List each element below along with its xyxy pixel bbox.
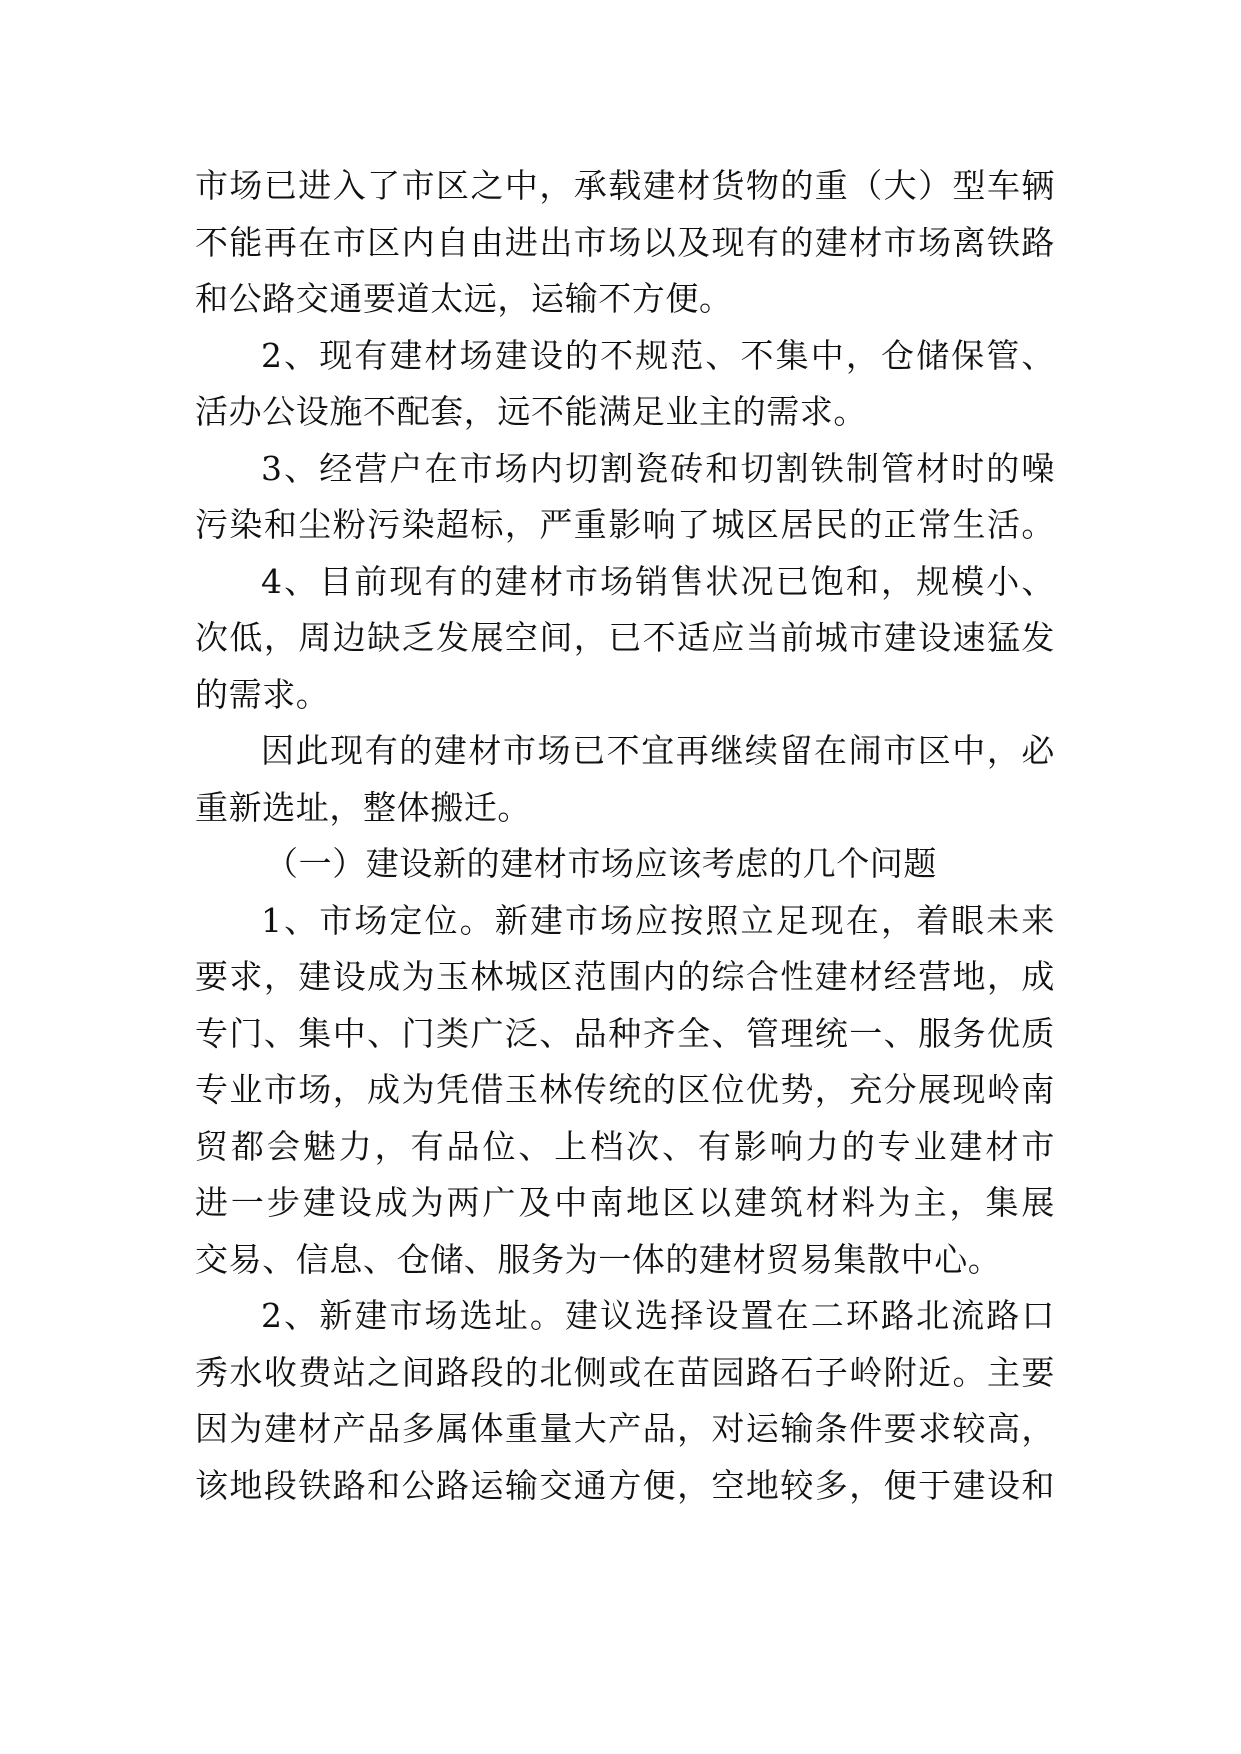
text-line: 2、新建市场选址。建议选择设置在二环路北流路口 [261, 1296, 1055, 1335]
text-line: 进一步建设成为两广及中南地区以建筑材料为主，集展 [195, 1183, 1055, 1222]
text-line: 次低，周边缺乏发展空间，已不适应当前城市建设速猛发 [195, 618, 1055, 657]
body-text [195, 158, 1055, 1514]
text-line: 污染和尘粉污染超标，严重影响了城区居民的正常生活。 [195, 505, 1055, 544]
text-line: 要求，建设成为玉林城区范围内的综合性建材经营地，成 [195, 957, 1055, 996]
text-line: 贸都会魅力，有品位、上档次、有影响力的专业建材市 [195, 1126, 1055, 1166]
text-line: 2、现有建材场建设的不规范、不集中，仓储保管、 [261, 335, 1055, 375]
text-line: 1、市场定位。新建市场应按照立足现在，着眼未来 [261, 900, 1055, 940]
text-line: 因此现有的建材市场已不宜再继续留在闹市区中，必 [261, 731, 1055, 770]
text-line: 重新选址，整体搬迁。 [195, 787, 531, 827]
text-line: 不能再在市区内自由进出市场以及现有的建材市场离铁路 [195, 222, 1055, 262]
text-line: 和公路交通要道太远，运输不方便。 [195, 279, 733, 318]
text-line: 3、经营户在市场内切割瓷砖和切割铁制管材时的噪 [261, 448, 1055, 488]
text-line: 专业市场，成为凭借玉林传统的区位优势，充分展现岭南 [195, 1070, 1055, 1109]
text-line: 活办公设施不配套，远不能满足业主的需求。 [195, 392, 867, 431]
section-heading: （一）建设新的建材市场应该考虑的几个问题 [265, 844, 937, 883]
text-line: 市场已进入了市区之中，承载建材货物的重（大）型车辆 [195, 166, 1055, 205]
text-line: 专门、集中、门类广泛、品种齐全、管理统一、服务优质 [195, 1013, 1055, 1053]
text-line: 该地段铁路和公路运输交通方便，空地较多，便于建设和 [195, 1465, 1055, 1505]
text-line: 4、目前现有的建材市场销售状况已饱和，规模小、 [261, 561, 1055, 601]
text-line: 的需求。 [195, 674, 330, 714]
text-line: 因为建材产品多属体重量大产品，对运输条件要求较高， [195, 1409, 1055, 1448]
text-line: 交易、信息、仓储、服务为一体的建材贸易集散中心。 [195, 1239, 1002, 1279]
text-line: 秀水收费站之间路段的北侧或在苗园路石子岭附近。主要 [195, 1352, 1055, 1392]
